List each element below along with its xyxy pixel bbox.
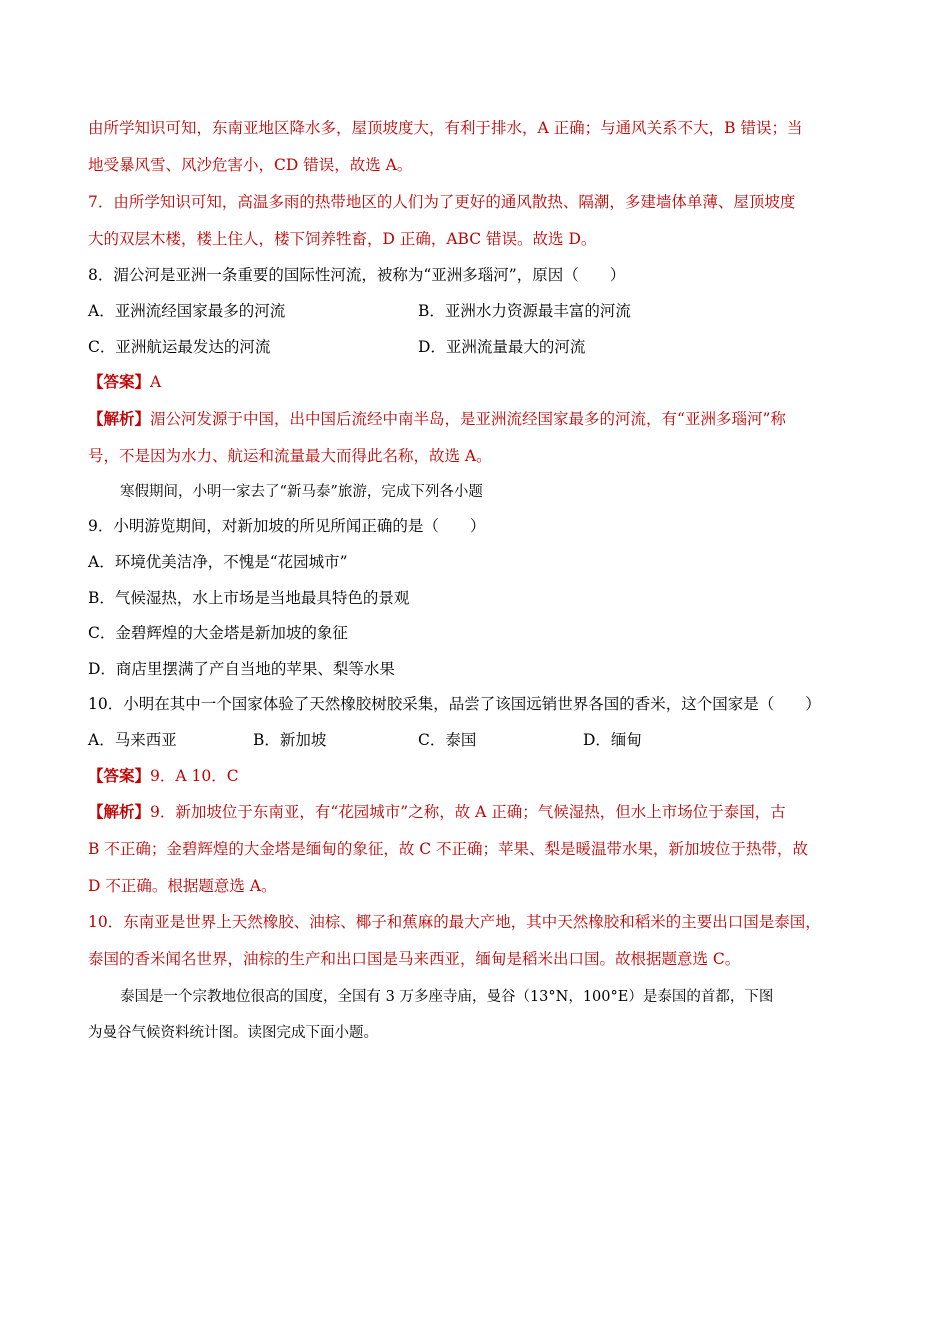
analysis-9-10-line-1 xyxy=(88,802,786,822)
q9-stem: 9．小明游览期间，对新加坡的所见所闻正确的是（ ） xyxy=(88,517,486,535)
q7-explanation-line-2: 大的双层木楼，楼上住人，楼下饲养牲畜，D 正确，ABC 错误。故选 D。 xyxy=(88,230,597,248)
q8-answer xyxy=(88,372,161,392)
analysis-text: 湄公河发源于中国，出中国后流经中南半岛，是亚洲流经国家最多的河流，有“亚洲多瑙河”称 xyxy=(150,410,786,428)
q10-option-a: A．马来西亚 xyxy=(88,731,177,749)
analysis-text: 9．新加坡位于东南亚，有“花园城市”之称，故 A 正确；气候湿热，但水上市场位于泰国，古 xyxy=(150,803,786,821)
group-intro-2-line-1: 泰国是一个宗教地位很高的国度，全国有 3 万多座寺庙，曼谷（13°N，100°E）是泰国的首都，下图 xyxy=(120,989,774,1005)
q9-option-a: A．环境优美洁净，不愧是“花园城市” xyxy=(88,553,348,571)
q8-option-a: A．亚洲流经国家最多的河流 xyxy=(88,302,286,320)
q9-option-c: C．金碧辉煌的大金塔是新加坡的象征 xyxy=(88,624,348,642)
group-intro: 寒假期间，小明一家去了“新马泰”旅游，完成下列各小题 xyxy=(120,484,483,500)
q7-explanation-line-1: 7．由所学知识可知，高温多雨的热带地区的人们为了更好的通风散热、隔潮，多建墙体单薄、屋顶坡度 xyxy=(88,193,796,211)
q6-explanation-line-1: 由所学知识可知，东南亚地区降水多，屋顶坡度大，有利于排水，A 正确；与通风关系不大，B 错误；当 xyxy=(88,119,803,137)
q8-stem: 8．湄公河是亚洲一条重要的国际性河流，被称为“亚洲多瑙河”，原因（ ） xyxy=(88,266,626,284)
answer-tag: 【答案】 xyxy=(88,372,151,391)
q8-analysis-line-1 xyxy=(88,409,786,429)
q9-option-b: B．气候湿热，水上市场是当地最具特色的景观 xyxy=(88,589,410,607)
q8-option-b: B．亚洲水力资源最丰富的河流 xyxy=(418,302,631,320)
analysis-tag: 【解析】 xyxy=(88,802,151,821)
q6-explanation-line-2: 地受暴风雪、风沙危害小，CD 错误，故选 A。 xyxy=(88,156,413,174)
analysis-9-10-line-4: 10．东南亚是世界上天然橡胶、油棕、椰子和蕉麻的最大产地，其中天然橡胶和稻米的主要出口国是泰国， xyxy=(88,913,821,931)
answer-tag: 【答案】 xyxy=(88,766,151,785)
analysis-9-10-line-3: D 不正确。根据题意选 A。 xyxy=(88,877,277,895)
q8-option-c: C．亚洲航运最发达的河流 xyxy=(88,338,271,356)
answers-9-10 xyxy=(88,766,239,786)
q10-option-c: C．泰国 xyxy=(418,731,477,749)
answer-value: A xyxy=(150,373,162,391)
group-intro-2-line-2: 为曼谷气候资料统计图。读图完成下面小题。 xyxy=(88,1025,378,1041)
answer-value: 9．A 10．C xyxy=(150,767,239,785)
analysis-9-10-line-2: B 不正确；金碧辉煌的大金塔是缅甸的象征，故 C 不正确；苹果、梨是暖温带水果，新加坡位于热带，故 xyxy=(88,840,809,858)
q10-option-b: B．新加坡 xyxy=(253,731,327,749)
q8-option-d: D．亚洲流量最大的河流 xyxy=(418,338,586,356)
q10-stem: 10．小明在其中一个国家体验了天然橡胶树胶采集，品尝了该国远销世界各国的香米，这个国家是（ ） xyxy=(88,695,821,713)
analysis-tag: 【解析】 xyxy=(88,409,151,428)
q9-option-d: D．商店里摆满了产自当地的苹果、梨等水果 xyxy=(88,660,395,678)
q8-analysis-line-2: 号，不是因为水力、航运和流量最大而得此名称，故选 A。 xyxy=(88,447,492,465)
q10-option-d: D．缅甸 xyxy=(583,731,642,749)
analysis-9-10-line-5: 泰国的香米闻名世界，油棕的生产和出口国是马来西亚，缅甸是稻米出口国。故根据题意选 C。 xyxy=(88,950,741,968)
